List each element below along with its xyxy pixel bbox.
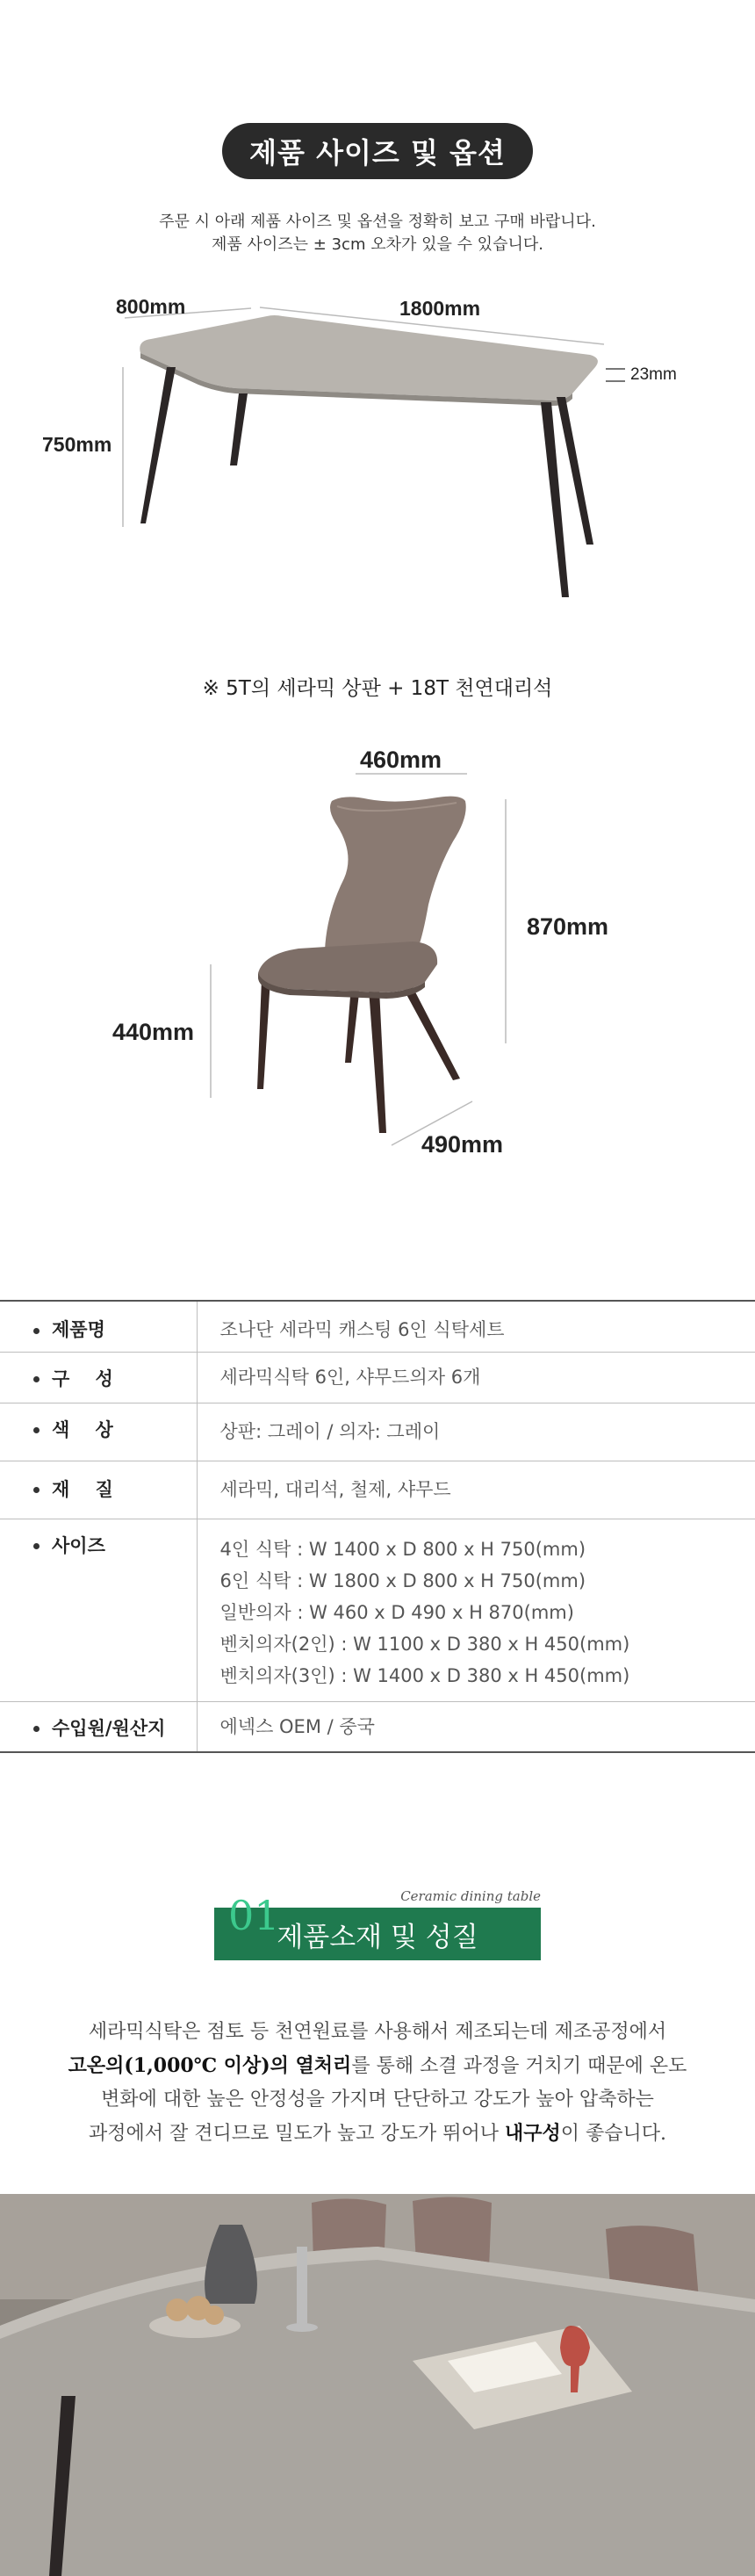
spec-key: 재 질 — [52, 1478, 113, 1500]
chair-seat-height-label: 440mm — [112, 1019, 195, 1045]
spec-key: 제품명 — [52, 1319, 105, 1340]
section-title: 제품소재 및 성질 — [277, 1921, 478, 1953]
section-heading — [214, 1888, 541, 1967]
dining-table-image — [140, 315, 598, 597]
dining-chair-image — [257, 797, 466, 1133]
table-row — [0, 1403, 755, 1461]
section-script-label: Ceramic dining table — [400, 1888, 541, 1904]
material-note: ※ 5T의 세라믹 상판 + 18T 천연대리석 — [202, 677, 553, 700]
spec-value: 벤치의자(3인) : W 1400 x D 380 x H 450(mm) — [219, 1664, 630, 1686]
spec-key: 수입원/원산지 — [52, 1717, 166, 1739]
table-row — [0, 1461, 755, 1519]
table-row — [0, 1519, 755, 1701]
spec-table — [0, 1300, 755, 1753]
material-description — [0, 2016, 755, 2151]
table-row — [0, 1352, 755, 1403]
spec-value: 일반의자 : W 460 x D 490 x H 870(mm) — [219, 1601, 574, 1623]
table-depth-label: 800mm — [116, 295, 186, 318]
spec-value: 에넥스 OEM / 중국 — [219, 1715, 375, 1737]
table-thickness-label: 23mm — [630, 365, 677, 384]
bullet-icon — [33, 1487, 40, 1493]
bullet-icon — [33, 1726, 40, 1732]
chair-height-label: 870mm — [527, 913, 609, 940]
notice-line-1: 주문 시 아래 제품 사이즈 및 옵션을 정확히 보고 구매 바랍니다. — [159, 213, 596, 231]
description-line: 과정에서 잘 견디므로 밀도가 높고 강도가 뛰어나 내구성이 좋습니다. — [88, 2122, 666, 2145]
spec-value: 세라믹식탁 6인, 샤무드의자 6개 — [219, 1366, 481, 1388]
spec-value: 세라믹, 대리석, 철제, 샤무드 — [219, 1478, 451, 1500]
spec-value: 상판: 그레이 / 의자: 그레이 — [219, 1420, 441, 1442]
bullet-icon — [33, 1376, 40, 1382]
section-title-pill: 제품 사이즈 및 옵션 — [222, 123, 533, 179]
bullet-icon — [33, 1543, 40, 1549]
chair-depth-label: 490mm — [421, 1131, 504, 1158]
table-height-label: 750mm — [42, 433, 112, 456]
bullet-icon — [33, 1328, 40, 1334]
description-line: 변화에 대한 높은 안정성을 가지며 단단하고 강도가 높아 압축하는 — [101, 2089, 654, 2111]
bullet-icon — [33, 1427, 40, 1433]
chair-width-label: 460mm — [360, 747, 442, 773]
description-line: 세라믹식탁은 점토 등 천연원료를 사용해서 제조되는데 제조공정에서 — [88, 2021, 667, 2043]
spec-value: 6인 식탁 : W 1800 x D 800 x H 750(mm) — [219, 1569, 586, 1591]
lifestyle-illustration — [0, 2194, 755, 2576]
spec-value: 4인 식탁 : W 1400 x D 800 x H 750(mm) — [219, 1538, 586, 1560]
description-emphasis: 고온의(1,000℃ 이상)의 열처리 — [68, 2054, 352, 2077]
table-row — [0, 1301, 755, 1352]
table-row — [0, 1701, 755, 1752]
description-emphasis: 내구성 — [504, 2122, 561, 2145]
spec-key: 사이즈 — [52, 1534, 105, 1556]
spec-value: 조나단 세라믹 캐스팅 6인 식탁세트 — [219, 1319, 505, 1340]
spec-value: 벤치의자(2인) : W 1100 x D 380 x H 450(mm) — [219, 1633, 630, 1655]
notice-line-2: 제품 사이즈는 ± 3cm 오차가 있을 수 있습니다. — [212, 235, 543, 254]
spec-key: 색 상 — [52, 1418, 113, 1440]
product-lifestyle-photo — [0, 2194, 755, 2576]
spec-key: 구 성 — [52, 1367, 113, 1389]
section-number: 01 — [228, 1892, 280, 1939]
table-width-label: 1800mm — [399, 297, 481, 320]
description-line: 고온의(1,000℃ 이상)의 열처리를 통해 소결 과정을 거치기 때문에 온도 — [68, 2054, 687, 2077]
